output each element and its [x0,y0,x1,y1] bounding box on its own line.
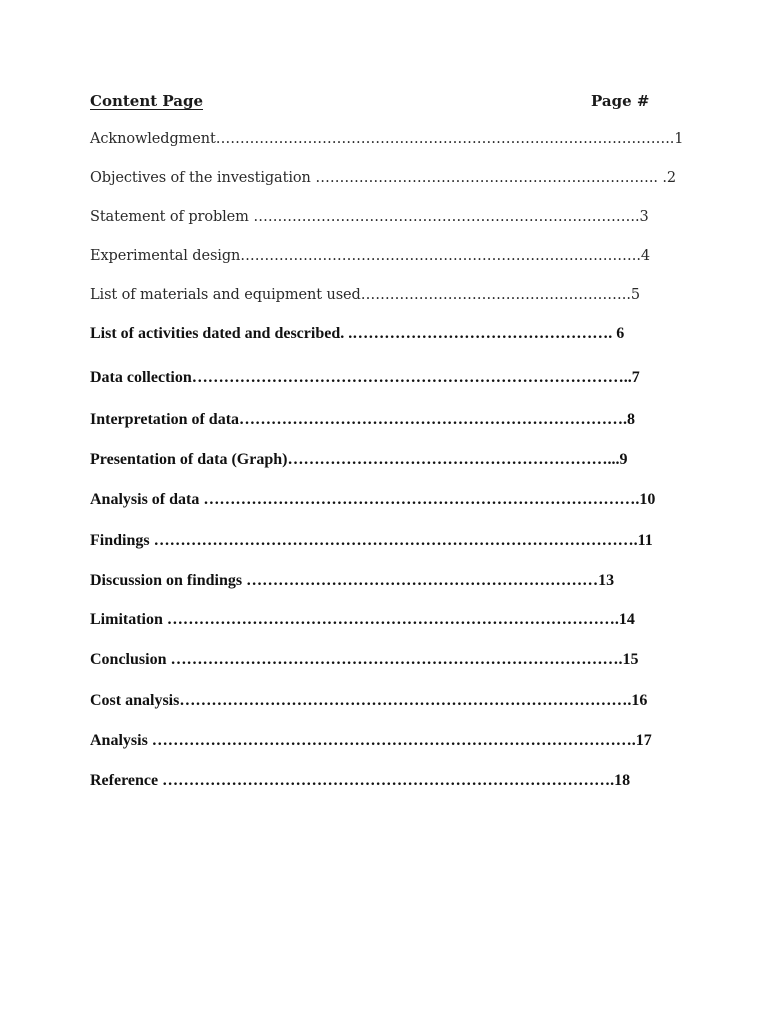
dot-leader: ………………………………………………………… [242,572,599,589]
toc-entry-page: 8 [627,411,636,428]
toc-entry-label: Reference [90,772,159,789]
toc-entry-label: Statement of problem [90,209,249,225]
dot-leader: ………………………………………………………………………………… [215,131,666,147]
toc-entry-statement-of-problem [90,209,649,231]
dot-leader: ………………………………………………………………………… [166,651,619,668]
toc-entry-label: Analysis [90,732,148,749]
toc-entry-page: .15 [618,651,639,668]
dot-leader: ……………………………………………………………………………… [149,532,634,549]
toc-entry-activities [90,325,625,347]
toc-entry-cost-analysis [90,692,648,714]
toc-entry-page: .10 [635,491,656,508]
toc-entry-page: .16 [627,692,648,709]
toc-entry-page: ..1 [665,131,684,147]
dot-leader: ……………………………………………………………………………… [147,732,632,749]
toc-entry-label: List of materials and equipment used [90,287,361,303]
toc-entry-presentation [90,451,628,473]
toc-entry-page: .7 [627,369,640,386]
dot-leader: ……………………………………………………………………. [248,209,636,225]
dot-leader: ……………………………………………………………………… [199,491,636,508]
toc-entry-label: Data collection [90,369,192,386]
toc-entry-label: Acknowledgment [90,131,216,147]
page-number-column-heading: Page # [591,92,650,110]
toc-entry-limitation [90,611,635,633]
toc-entry-label: Interpretation of data [90,411,240,428]
toc-entry-label: Experimental design [90,248,241,264]
toc-entry-analysis [90,732,652,754]
toc-entry-page: 6 [612,325,625,342]
dot-leader: …………………………………………………….. [287,451,616,468]
toc-entry-label: Conclusion [90,651,167,668]
toc-entry-label: Analysis of data [90,491,200,508]
toc-entry-experimental-design [90,248,650,270]
toc-entry-page: .4 [636,248,650,264]
toc-entry-label: Discussion on findings [90,572,243,589]
dot-leader: ………………………………………………………………………… [158,772,611,789]
content-page-heading: Content Page [90,92,204,110]
toc-entry-label: Presentation of data (Graph) [90,451,288,468]
toc-entry-label: Cost analysis [90,692,180,709]
toc-entry-reference [90,772,631,794]
toc-entry-label: List of activities dated and described. [90,325,345,342]
dot-leader: ………………………………………………………………………. [191,369,628,386]
toc-entry-objectives [90,170,677,192]
dot-leader: ………………………………………………………………………… [179,692,628,709]
toc-entry-label: Limitation [90,611,163,628]
dot-leader: ………………………………………………. [360,287,627,303]
toc-entry-conclusion [90,651,639,673]
toc-entry-analysis-of-data [90,491,656,513]
dot-leader: ………………………………………………………………. [239,411,628,428]
toc-entry-interpretation [90,411,636,433]
toc-entry-page: .18 [610,772,631,789]
toc-entry-data-collection [90,369,640,391]
dot-leader: ………………………………………………………………………. [240,248,637,264]
toc-entry-page: .17 [631,732,652,749]
toc-entry-findings [90,532,653,554]
toc-entry-page: .3 [635,209,649,225]
toc-entry-page: .9 [615,451,628,468]
dot-leader: .…………………………………………. [344,325,613,342]
toc-entry-page: .11 [633,532,653,549]
toc-entry-page: .14 [614,611,635,628]
toc-entry-page: .. .2 [648,170,677,186]
dot-leader: …………………………………………………………… [310,170,649,186]
toc-entry-discussion [90,572,615,594]
dot-leader: ………………………………………………………………………… [162,611,615,628]
toc-entry-acknowledgment [90,131,684,153]
toc-entry-materials [90,287,640,309]
toc-entry-page: 13 [598,572,615,589]
toc-entry-label: Findings [90,532,150,549]
toc-entry-page: .5 [626,287,640,303]
toc-entry-label: Objectives of the investigation [90,170,311,186]
